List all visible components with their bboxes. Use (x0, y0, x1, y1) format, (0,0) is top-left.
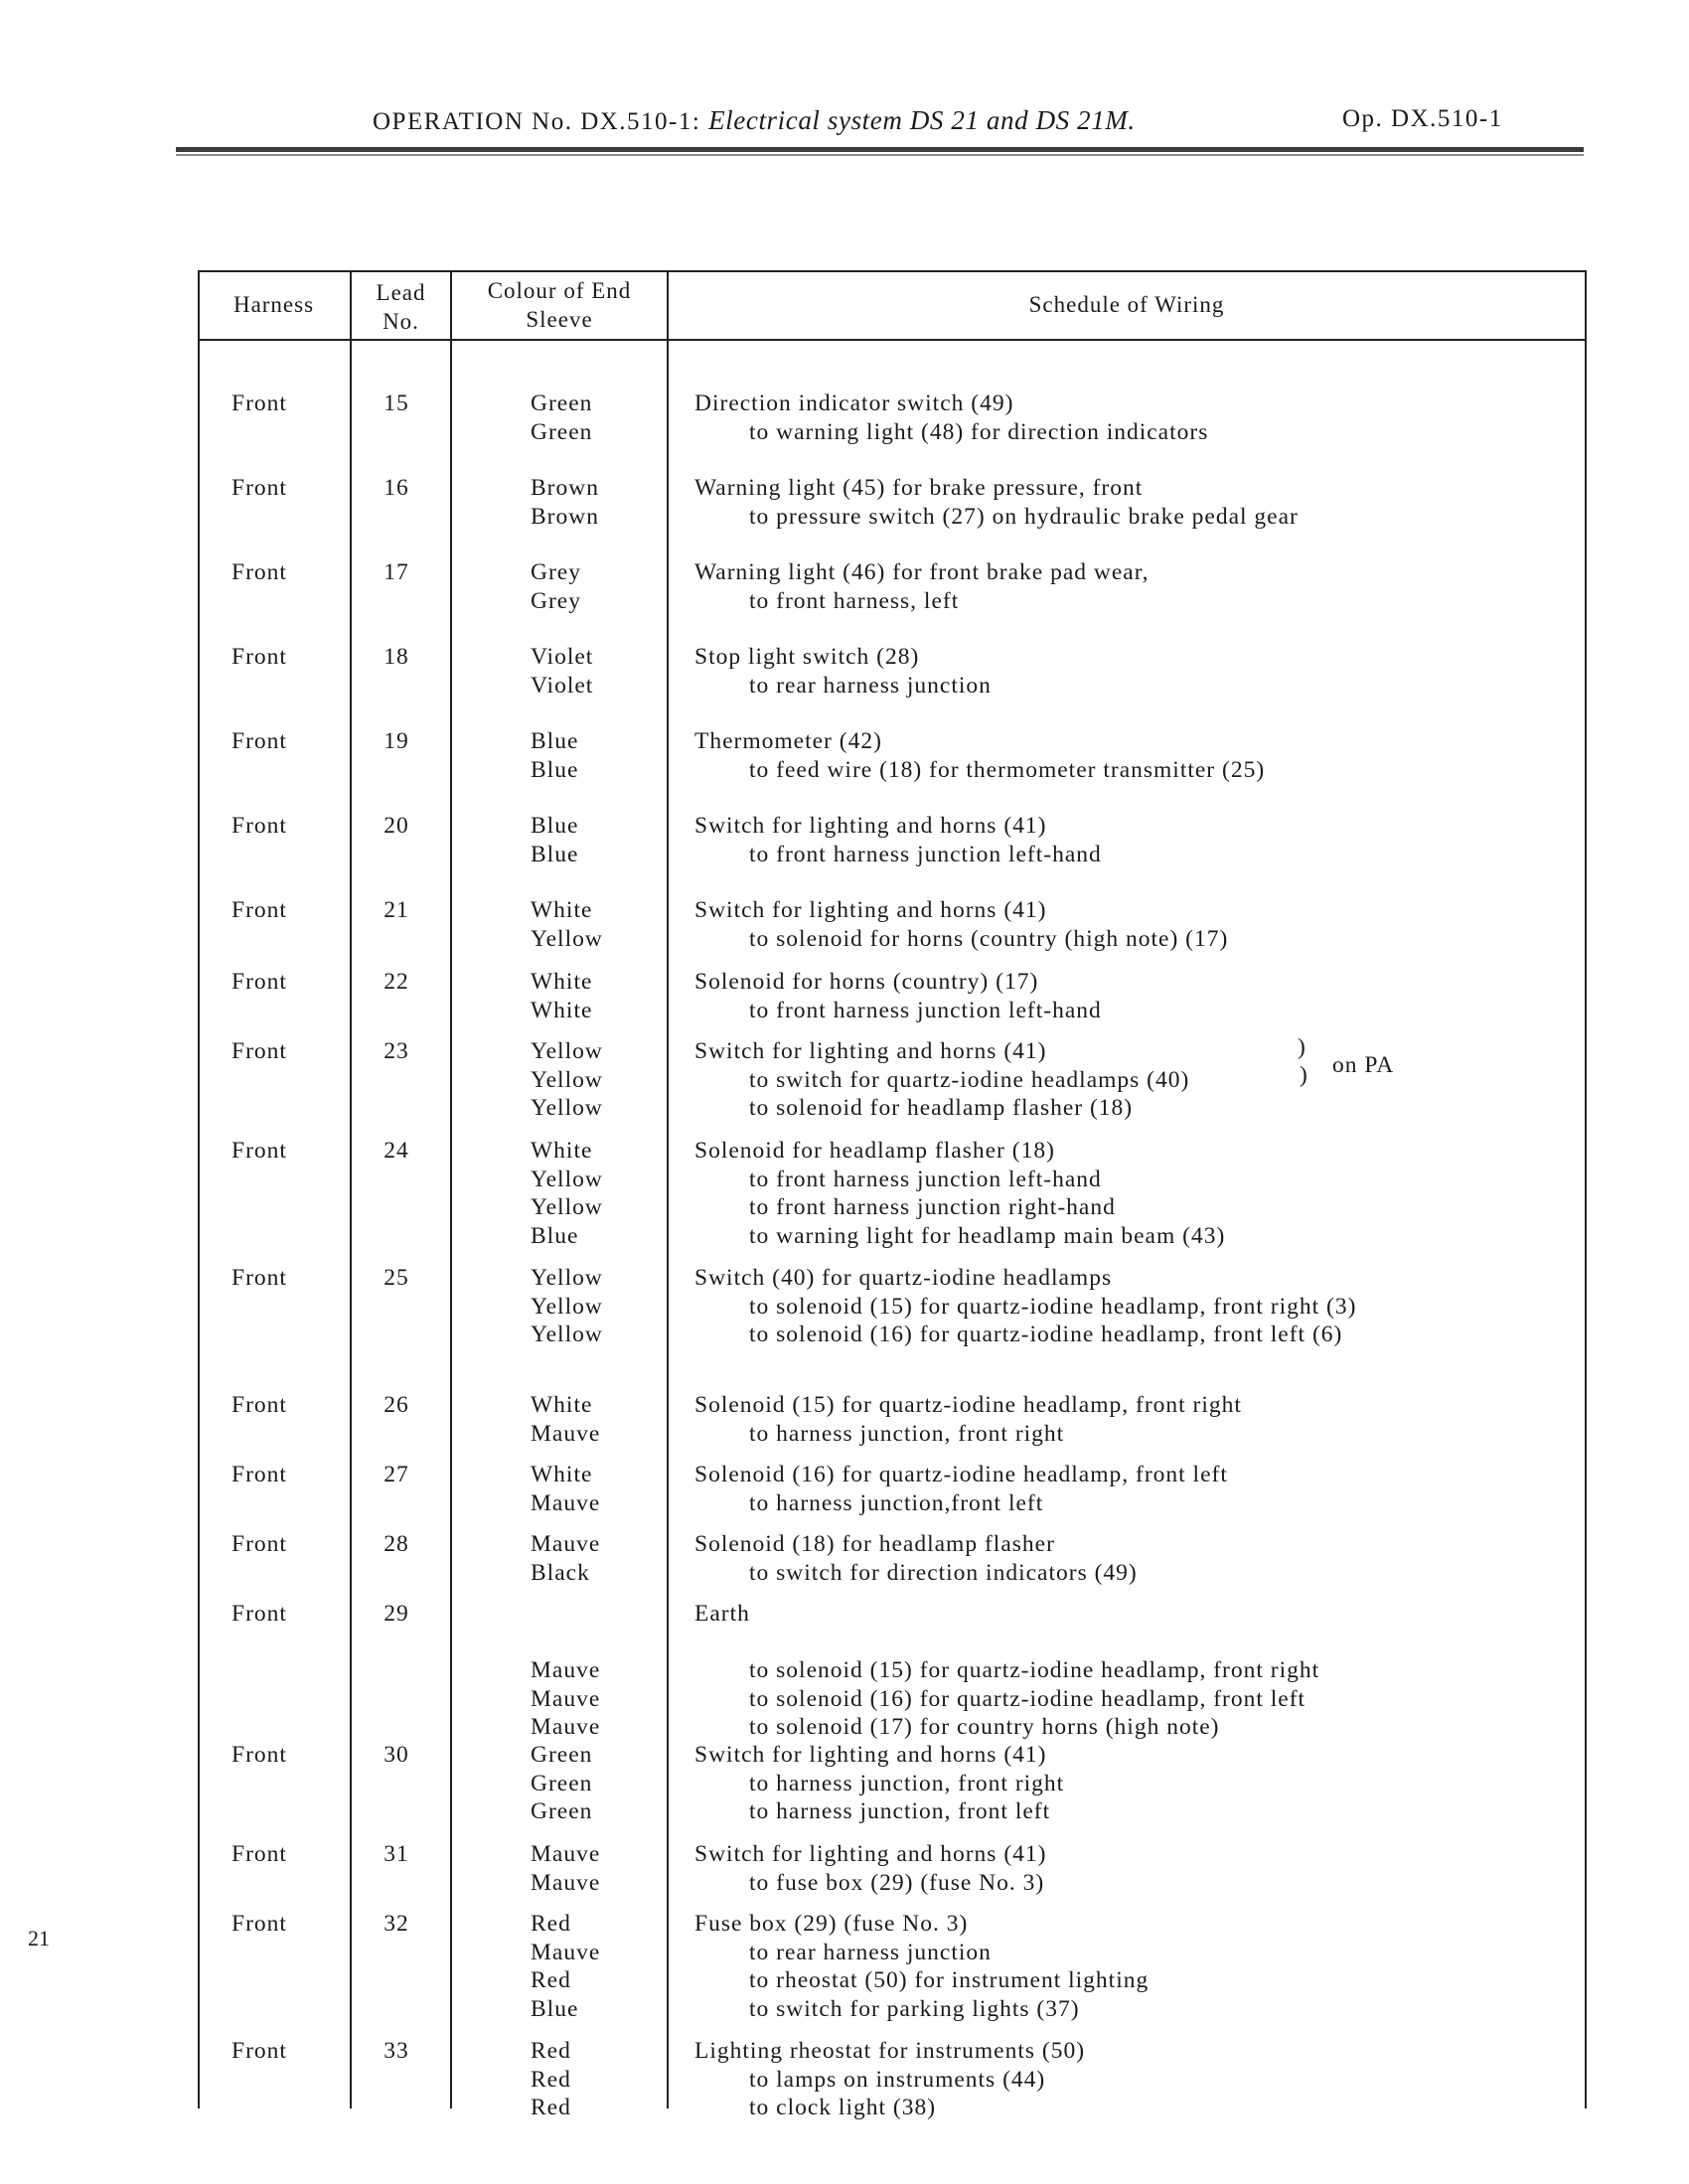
bracket-mark: ) (1300, 1062, 1308, 1088)
wiring-destination: to clock light (38) (749, 2095, 937, 2120)
lead-number-cell: 24 (384, 1138, 409, 1164)
end-sleeve-colour-cell (531, 390, 592, 446)
column-header-colour (452, 270, 667, 339)
wiring-schedule-cell (694, 1461, 1228, 1517)
sleeve-colour: Red (531, 1967, 571, 1993)
column-header-schedule: Schedule of Wiring (1028, 292, 1225, 317)
lead-number-cell: 19 (384, 728, 409, 754)
wiring-schedule-table (198, 270, 1587, 2120)
wiring-source: Switch for lighting and horns (41) (694, 897, 1047, 923)
end-sleeve-colour-cell (531, 643, 593, 700)
harness-cell: Front (231, 1462, 287, 1487)
sleeve-colour: Mauve (531, 1841, 601, 1867)
row-note: on PA (1332, 1052, 1395, 1078)
sleeve-colour: Blue (531, 756, 579, 783)
wiring-destination: to warning light (48) for direction indicators (749, 418, 1209, 445)
sleeve-colour: Mauve (531, 1714, 601, 1740)
harness-cell: Front (231, 1392, 287, 1418)
wiring-schedule-cell (694, 643, 992, 700)
wiring-destination: to harness junction,front left (749, 1489, 1044, 1516)
sleeve-colour: Mauve (531, 1657, 601, 1683)
wiring-source: Solenoid (16) for quartz-iodine headlamp, front left (694, 1462, 1228, 1487)
wiring-schedule-cell (694, 1840, 1046, 1897)
wiring-destination: to pressure switch (27) on hydraulic brake pedal gear (749, 503, 1299, 530)
harness-cell: Front (231, 390, 287, 416)
wiring-schedule-cell (694, 896, 1228, 953)
sleeve-colour: Brown (531, 503, 599, 530)
wiring-source: Solenoid (18) for headlamp flasher (694, 1531, 1055, 1557)
sleeve-colour: Yellow (531, 1166, 603, 1192)
lead-number-cell: 17 (384, 559, 409, 585)
sleeve-colour: Yellow (531, 1265, 603, 1291)
harness-cell: Front (231, 1138, 287, 1164)
sleeve-colour: Red (531, 1911, 571, 1937)
wiring-schedule-cell (694, 1530, 1138, 1587)
harness-cell: Front (231, 1742, 287, 1768)
wiring-destination: to solenoid (17) for country horns (high note) (749, 1714, 1220, 1740)
wiring-destination: to harness junction, front left (749, 1798, 1051, 1824)
column-header-lead-no (352, 270, 450, 341)
harness-cell: Front (231, 1265, 287, 1291)
sleeve-colour: Mauve (531, 1531, 601, 1557)
wiring-destination: to solenoid (16) for quartz-iodine headlamp, front left (749, 1685, 1306, 1712)
harness-cell: Front (231, 728, 287, 754)
harness-cell: Front (231, 1841, 287, 1867)
sleeve-colour: Mauve (531, 1420, 601, 1447)
wiring-destination: to fuse box (29) (fuse No. 3) (749, 1869, 1045, 1896)
harness-cell: Front (231, 1601, 287, 1627)
harness-cell: Front (231, 813, 287, 839)
harness-cell: Front (231, 475, 287, 501)
lead-number-cell: 18 (384, 644, 409, 670)
operation-title: Electrical system DS 21 and DS 21M. (708, 105, 1136, 135)
header-rule (176, 147, 1584, 152)
sleeve-colour: Yellow (531, 1038, 603, 1064)
table-left-border (198, 270, 200, 2108)
harness-cell: Front (231, 2038, 287, 2064)
wiring-destination: to solenoid (15) for quartz-iodine headlamp, front right (749, 1657, 1320, 1683)
wiring-schedule-cell (694, 727, 1265, 784)
wiring-schedule-cell (694, 1264, 1356, 1349)
sleeve-colour: Black (531, 1559, 590, 1586)
end-sleeve-colour-cell (531, 1530, 600, 1587)
end-sleeve-colour-cell (531, 1600, 600, 1742)
lead-number-cell: 22 (384, 969, 409, 995)
sleeve-colour: White (531, 969, 593, 995)
sleeve-colour: Yellow (531, 1194, 603, 1220)
wiring-destination: to front harness junction left-hand (749, 841, 1102, 867)
wiring-destination: to switch for direction indicators (49) (749, 1559, 1138, 1586)
wiring-destination: to rear harness junction (749, 672, 992, 699)
harness-cell: Front (231, 1911, 287, 1937)
sleeve-colour: Grey (531, 587, 581, 614)
wiring-source: Solenoid for horns (country) (17) (694, 969, 1039, 995)
wiring-destination: to feed wire (18) for thermometer transmitter (25) (749, 756, 1266, 783)
sleeve-colour: Blue (531, 728, 579, 754)
table-right-border (1585, 270, 1587, 2108)
wiring-schedule-cell (694, 474, 1299, 531)
lead-number-cell: 25 (384, 1265, 409, 1291)
operation-number: OPERATION No. DX.510-1: (373, 108, 701, 135)
lead-number-cell: 21 (384, 897, 409, 923)
end-sleeve-colour-cell (531, 896, 603, 953)
wiring-source: Switch for lighting and horns (41) (694, 813, 1047, 839)
sleeve-colour: Yellow (531, 1322, 603, 1347)
harness-cell: Front (231, 969, 287, 995)
end-sleeve-colour-cell (531, 1391, 600, 1448)
bracket-mark: ) (1298, 1034, 1306, 1060)
wiring-schedule-cell (694, 2037, 1085, 2122)
wiring-source: Switch for lighting and horns (41) (694, 1841, 1047, 1867)
wiring-source: Earth (694, 1601, 750, 1627)
wiring-destination: to harness junction, front right (749, 1420, 1065, 1447)
sleeve-colour: Yellow (531, 1293, 603, 1320)
wiring-destination: to rheostat (50) for instrument lighting (749, 1967, 1150, 1993)
end-sleeve-colour-cell (531, 2037, 571, 2122)
wiring-destination: to warning light for headlamp main beam (43) (749, 1222, 1226, 1249)
wiring-destination: to front harness junction left-hand (749, 1166, 1102, 1192)
end-sleeve-colour-cell (531, 1910, 600, 2023)
wiring-source: Fuse box (29) (fuse No. 3) (694, 1911, 969, 1937)
sleeve-colour: Yellow (531, 1095, 603, 1121)
wiring-schedule-cell (694, 968, 1102, 1024)
end-sleeve-colour-cell (531, 474, 599, 531)
sleeve-colour: Green (531, 1798, 593, 1824)
harness-cell: Front (231, 559, 287, 585)
sleeve-colour: Brown (531, 475, 599, 501)
sleeve-colour: Grey (531, 559, 581, 585)
wiring-destination: to solenoid for horns (country (high note) (17) (749, 925, 1229, 952)
wiring-source: Warning light (45) for brake pressure, front (694, 475, 1144, 501)
sleeve-colour: White (531, 997, 593, 1023)
lead-number-cell: 20 (384, 813, 409, 839)
sleeve-colour: White (531, 897, 593, 923)
operation-reference: Op. DX.510-1 (1342, 105, 1503, 132)
wiring-destination (694, 1629, 1319, 1657)
end-sleeve-colour-cell (531, 1461, 600, 1517)
sleeve-colour: Red (531, 2066, 571, 2093)
sleeve-colour: Green (531, 1770, 593, 1796)
harness-cell: Front (231, 644, 287, 670)
sleeve-colour: White (531, 1392, 593, 1418)
lead-number-cell: 33 (384, 2038, 409, 2064)
wiring-schedule-cell (694, 1600, 1319, 1742)
wiring-source: Stop light switch (28) (694, 644, 920, 670)
lead-number-cell: 31 (384, 1841, 409, 1867)
header-rule-thin (176, 154, 1584, 156)
wiring-source: Solenoid (15) for quartz-iodine headlamp, front right (694, 1392, 1242, 1418)
end-sleeve-colour-cell (531, 1741, 592, 1826)
sleeve-colour: Violet (531, 644, 594, 670)
page-margin-mark: 21 (28, 1926, 50, 1950)
lead-number-cell: 29 (384, 1601, 409, 1627)
wiring-schedule-cell (694, 1137, 1225, 1250)
operation-heading (373, 105, 1136, 136)
harness-cell: Front (231, 1038, 287, 1064)
harness-cell: Front (231, 897, 287, 923)
wiring-schedule-cell (694, 1037, 1189, 1123)
wiring-source: Warning light (46) for front brake pad wear, (694, 559, 1150, 585)
wiring-destination: to solenoid (15) for quartz-iodine headlamp, front right (3) (749, 1293, 1357, 1320)
wiring-destination: to lamps on instruments (44) (749, 2066, 1046, 2093)
sleeve-colour: Red (531, 2038, 571, 2064)
column-header-harness: Harness (232, 292, 315, 317)
harness-cell: Front (231, 1531, 287, 1557)
wiring-schedule-cell (694, 558, 1150, 615)
lead-number-cell: 27 (384, 1462, 409, 1487)
sleeve-colour: Violet (531, 672, 594, 699)
sleeve-colour: Green (531, 390, 593, 416)
lead-number-cell: 26 (384, 1392, 409, 1418)
sleeve-colour (531, 1600, 600, 1629)
colour-label: Colour of End Sleeve (487, 277, 632, 332)
lead-number-cell: 28 (384, 1531, 409, 1557)
wiring-destination: to solenoid (16) for quartz-iodine headlamp, front left (6) (749, 1322, 1343, 1347)
wiring-schedule-cell (694, 812, 1102, 868)
wiring-source: Switch for lighting and horns (41) (694, 1742, 1047, 1768)
sleeve-colour: Blue (531, 813, 579, 839)
sleeve-colour: White (531, 1138, 593, 1164)
sleeve-colour: Blue (531, 1222, 579, 1249)
sleeve-colour (531, 1629, 600, 1657)
wiring-source: Direction indicator switch (49) (694, 390, 1014, 416)
wiring-destination: to front harness junction left-hand (749, 997, 1102, 1023)
wiring-destination: to solenoid for headlamp flasher (18) (749, 1095, 1134, 1121)
sleeve-colour: Mauve (531, 1489, 601, 1516)
end-sleeve-colour-cell (531, 1137, 603, 1250)
wiring-destination: to rear harness junction (749, 1939, 992, 1965)
sleeve-colour: Mauve (531, 1869, 601, 1896)
sleeve-colour: Blue (531, 841, 579, 867)
end-sleeve-colour-cell (531, 558, 581, 615)
end-sleeve-colour-cell (531, 1037, 603, 1123)
column-divider (450, 270, 452, 2108)
lead-number-cell: 32 (384, 1911, 409, 1937)
sleeve-colour: White (531, 1462, 593, 1487)
lead-number-cell: 15 (384, 390, 409, 416)
wiring-schedule-cell (694, 1910, 1149, 2023)
sleeve-colour: Yellow (531, 925, 603, 952)
sleeve-colour: Green (531, 418, 593, 445)
wiring-destination: to switch for parking lights (37) (749, 1995, 1080, 2022)
sleeve-colour: Mauve (531, 1939, 601, 1965)
sleeve-colour: Blue (531, 1995, 579, 2022)
lead-no-label: Lead No. (376, 279, 426, 334)
end-sleeve-colour-cell (531, 1264, 603, 1349)
wiring-source: Lighting rheostat for instruments (50) (694, 2038, 1086, 2064)
wiring-destination: to harness junction, front right (749, 1770, 1065, 1796)
wiring-schedule-cell (694, 1391, 1242, 1448)
column-divider (667, 270, 669, 2108)
wiring-source: Solenoid for headlamp flasher (18) (694, 1138, 1055, 1164)
end-sleeve-colour-cell (531, 812, 578, 868)
wiring-destination: to front harness junction right-hand (749, 1194, 1116, 1220)
wiring-schedule-cell (694, 390, 1208, 446)
wiring-source: Switch (40) for quartz-iodine headlamps (694, 1265, 1113, 1291)
sleeve-colour: Green (531, 1742, 593, 1768)
wiring-schedule-cell (694, 1741, 1064, 1826)
sleeve-colour: Yellow (531, 1066, 603, 1093)
wiring-destination: to front harness, left (749, 587, 960, 614)
end-sleeve-colour-cell (531, 968, 592, 1024)
end-sleeve-colour-cell (531, 727, 578, 784)
wiring-source: Switch for lighting and horns (41) (694, 1038, 1047, 1064)
wiring-destination: to switch for quartz-iodine headlamps (40) (749, 1066, 1190, 1093)
column-divider (350, 270, 352, 2108)
lead-number-cell: 30 (384, 1742, 409, 1768)
lead-number-cell: 23 (384, 1038, 409, 1064)
lead-number-cell: 16 (384, 475, 409, 501)
end-sleeve-colour-cell (531, 1840, 600, 1897)
sleeve-colour: Red (531, 2095, 571, 2120)
wiring-source: Thermometer (42) (694, 728, 882, 754)
sleeve-colour: Mauve (531, 1685, 601, 1712)
